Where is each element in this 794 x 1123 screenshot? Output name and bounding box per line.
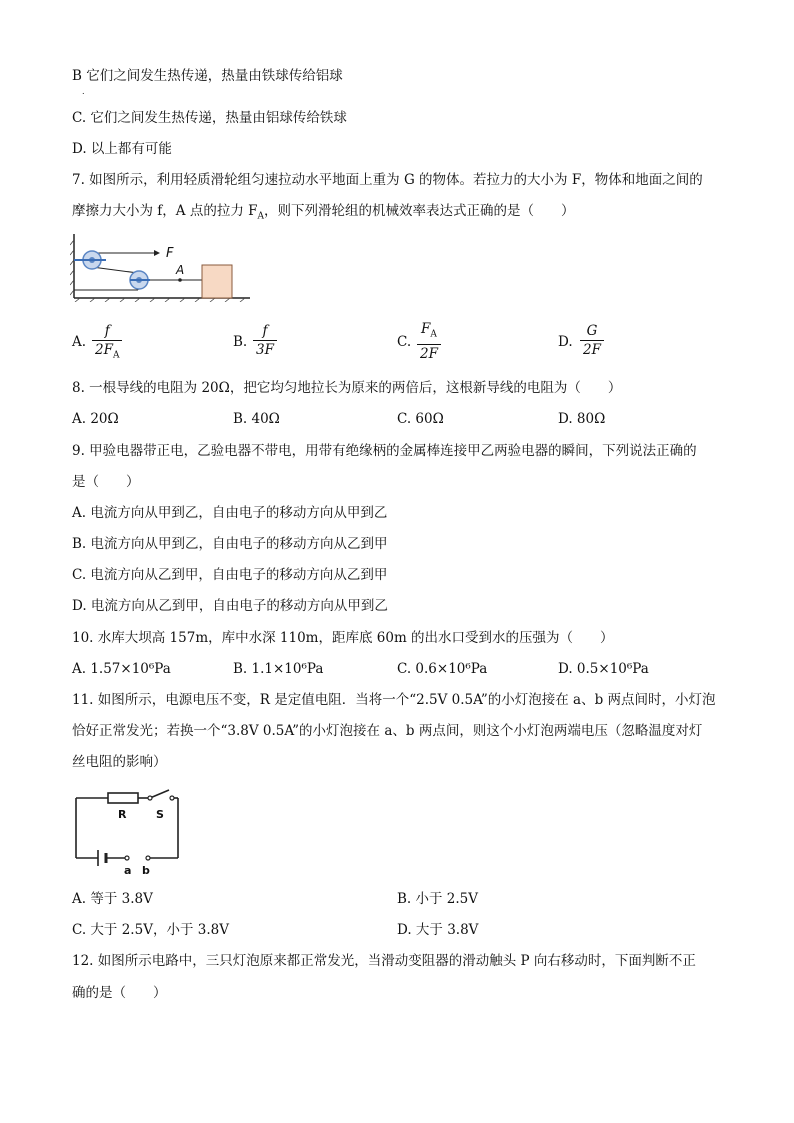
q8-option-b: B. 40Ω: [233, 411, 280, 427]
q10-option-c: C. 0.6×10⁶Pa: [397, 661, 488, 677]
block: [202, 265, 232, 298]
q10-option-b: B. 1.1×10⁶Pa: [233, 661, 324, 677]
switch-label: S: [156, 808, 164, 821]
q10-stem: 10. 水库大坝高 157m，库中水深 110m，距库底 60m 的出水口受到水的压强为（ ）: [72, 630, 614, 646]
q7-option-b-fraction: $\frac{f}{3F}$: [253, 323, 277, 359]
switch-pivot: [148, 796, 152, 800]
q9-option-d: D. 电流方向从乙到甲，自由电子的移动方向从甲到乙: [72, 598, 388, 614]
q8-option-a: A. 20Ω: [72, 411, 119, 427]
q11-option-a: A. 等于 3.8V: [72, 891, 153, 907]
q7-stem-line2: 摩擦力大小为 f，A 点的拉力 $F_A$，则下列滑轮组的机械效率表达式正确的是（ ）: [72, 203, 575, 222]
q9-stem-line2: 是（ ）: [72, 474, 140, 490]
q9-option-b: B. 电流方向从甲到乙，自由电子的移动方向从乙到甲: [72, 536, 388, 552]
terminal-b: [146, 856, 150, 860]
point-a-label: A: [176, 263, 185, 277]
terminal-a: [125, 856, 129, 860]
q12-stem-line2: 确的是（ ）: [72, 985, 167, 1001]
q12-stem-line1: 12. 如图所示电路中，三只灯泡原来都正常发光，当滑动变阻器的滑动触头 P 向右移动时，下面判断不正: [72, 953, 696, 969]
resistor: [108, 793, 138, 803]
q7-option-d-fraction: $\frac{G}{2F}$: [580, 323, 604, 359]
q10-option-d: D. 0.5×10⁶Pa: [558, 661, 649, 677]
switch-contact: [170, 796, 174, 800]
q8-option-d: D. 80Ω: [558, 411, 606, 427]
terminal-b-label: b: [142, 864, 150, 877]
point-a-dot: [178, 278, 182, 282]
terminal-a-label: a: [124, 864, 132, 877]
force-arrow-head: [154, 250, 160, 256]
q7-option-a-fraction: $\frac{f}{2F_A}$: [92, 323, 122, 365]
q11-circuit-figure: [70, 788, 185, 880]
q6-option-c: C. 它们之间发生热传递，热量由铝球传给铁球: [72, 110, 347, 126]
q6-option-b: B 它们之间发生热传递，热量由铁球传给铝球: [72, 68, 343, 84]
q9-stem-line1: 9. 甲验电器带正电，乙验电器不带电，用带有绝缘柄的金属棒连接甲乙两验电器的瞬间，下列说法正确的: [72, 443, 697, 459]
q7-stem-line1: 7. 如图所示，利用轻质滑轮组匀速拉动水平地面上重为 G 的物体。若拉力的大小为 F，物体和地面之间的: [72, 172, 703, 188]
q11-option-c: C. 大于 2.5V，小于 3.8V: [72, 922, 229, 938]
q11-stem-line1: 11. 如图所示，电源电压不变，R 是定值电阻．当将一个“2.5V 0.5A”的小灯泡接在 a、b 两点间时，小灯泡: [72, 692, 716, 708]
resistor-label: R: [118, 808, 127, 821]
q11-option-b: B. 小于 2.5V: [397, 891, 479, 907]
q9-option-c: C. 电流方向从乙到甲，自由电子的移动方向从乙到甲: [72, 567, 388, 583]
q9-option-a: A. 电流方向从甲到乙，自由电子的移动方向从甲到乙: [72, 505, 388, 521]
q11-option-d: D. 大于 3.8V: [397, 922, 479, 938]
q6-option-d: D. 以上都有可能: [72, 141, 172, 157]
force-label: F: [166, 246, 174, 261]
q8-stem: 8. 一根导线的电阻为 20Ω，把它均匀地拉长为原来的两倍后，这根新导线的电阻为（ ）: [72, 380, 622, 396]
q10-option-a: A. 1.57×10⁶Pa: [72, 661, 171, 677]
q11-stem-line3: 丝电阻的影响）: [72, 754, 167, 770]
q7-pulley-figure: [70, 232, 255, 302]
stray-dot: .: [82, 87, 85, 96]
q7-option-c-fraction: $\frac{F_A}{2F}$: [417, 321, 441, 363]
q11-stem-line2: 恰好正常发光；若换一个“3.8V 0.5A”的小灯泡接在 a、b 两点间，则这个小灯泡两端电压（忽略温度对灯: [72, 723, 703, 739]
q7-option-b-label: B.: [233, 334, 248, 350]
q7-option-d-label: D.: [558, 334, 573, 350]
q7-option-c-label: C.: [397, 334, 412, 350]
q8-option-c: C. 60Ω: [397, 411, 444, 427]
q7-option-a-label: A.: [72, 334, 87, 350]
